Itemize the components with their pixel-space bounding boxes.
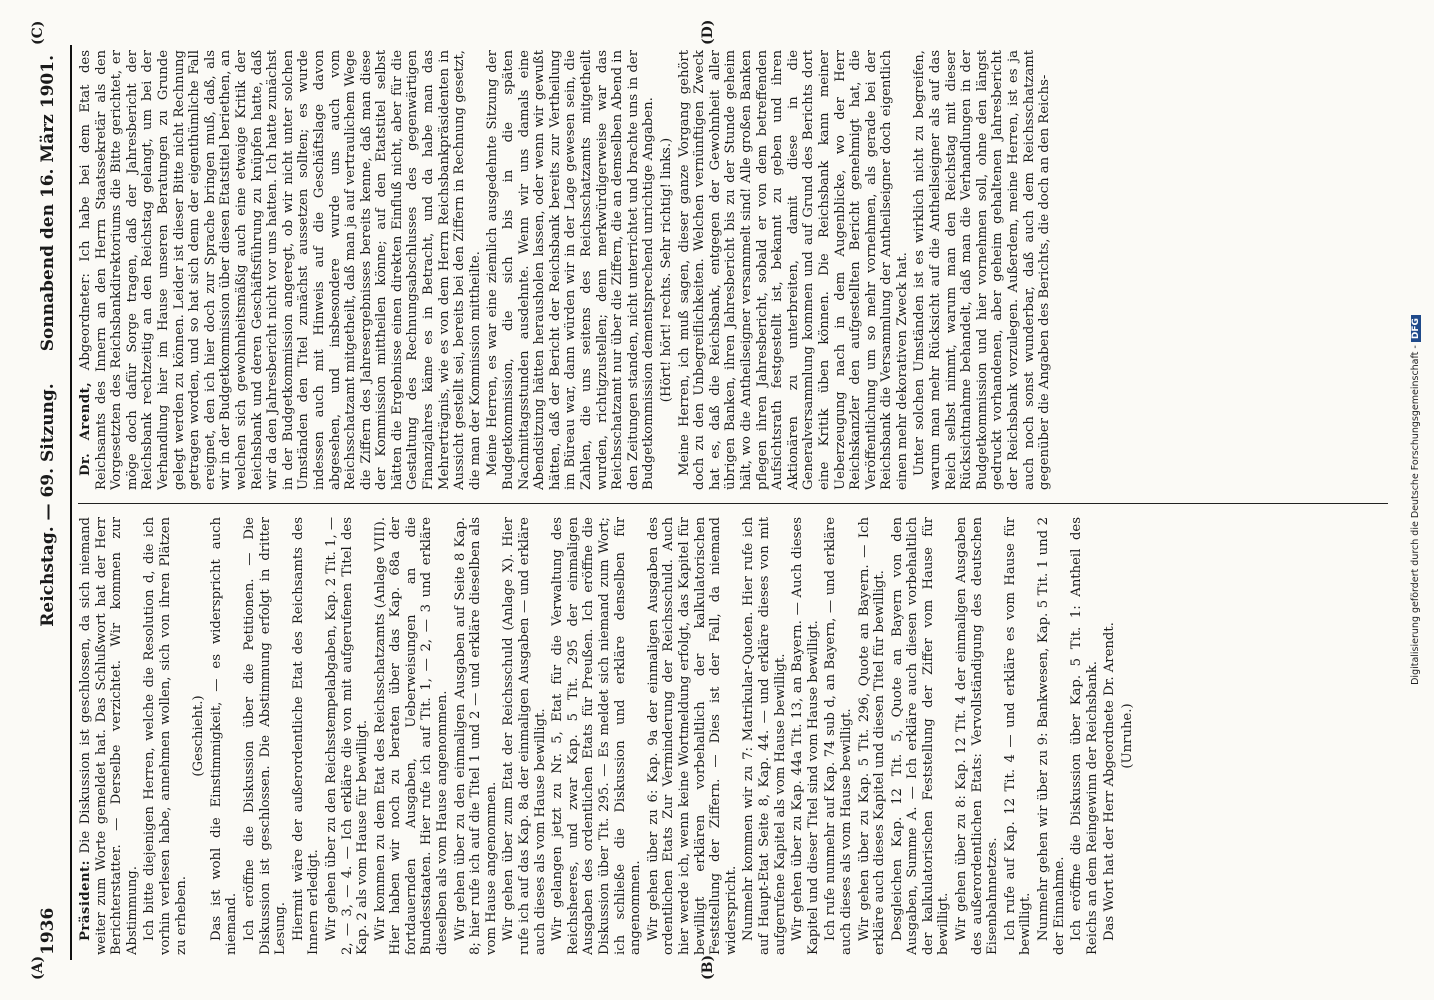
paragraph-text: Hiermit wäre der außerordentliche Etat des Reichsamts des Innern erledigt. [290,517,322,955]
paragraph [209,517,240,955]
paragraph-text: Das ist wohl die Einstimmigkeit, — es widerspricht auch niemand. [208,517,240,955]
paragraph-text: Wir gehen über zu Kap. 5 Tit. 296, Quote an Bayern. — Ich erkläre auch dieses Kapitel und diesen Titel für bewilligt. [856,517,888,955]
paragraph-text: Wir gehen über zu Kap. 44a Tit. 13, an Bayern. — Auch dieses Kapitel und dieser Titel sind vom Hause bewilligt. [790,517,821,955]
page-date: Sonnabend den 16. März 1901. [38,55,58,352]
paragraph-text: Nunmehr kommen wir zu 7: Matrikular-Quoten. Hier rufe ich auf Haupt-Etat Seite 8, Kap. 44. — und erkläre dieses von mit aufgerufene Kapitel als vom Hause bewilligt. [741,517,788,955]
paragraph [1102,517,1118,955]
paragraph [857,517,888,955]
paragraph [890,517,952,955]
paragraph [1003,517,1034,955]
page-title: Reichstag. — 69. Sitzung. [38,383,58,627]
paragraph-text: Wir gehen über zum Etat der Reichsschuld (Anlage X). Hier rufe ich auf das Kap. 8a der einmaligen Ausgaben — und erkläre auch dieses als vom Hause bewilligt. [501,517,548,955]
paragraph: (Geschieht.) [191,695,207,777]
paragraph-text: Wir gelangen jetzt zu Nr. 5, Etat für die Verwaltung des Reichsheeres, und zwar Kap. 5 Tit. 295 der einmaligen Ausgaben des ordentlichen Etats für Preußen. Ich eröffne die Diskussion über Tit. 295. — Es meldet sich niemand zum Wort; ich schließe die Diskussion und erkläre denselben für angenommen. [550,517,644,955]
paragraph-text: Ich rufe auf Kap. 12 Tit. 4 — und erkläre es vom Hause für bewilligt. [1002,517,1034,955]
paragraph [291,517,322,955]
paragraph [790,517,821,955]
paragraph [78,50,483,490]
paragraph-text: Das Wort hat der Herr Abgeordnete Dr. Arendt. [1102,622,1118,941]
margin-marker-c: (C) [30,20,46,45]
paragraph [1036,517,1067,955]
paragraph-text: Wir gehen über zu den einmaligen Ausgaben auf Seite 8 Kap. 8; hier rufe ich auf die Titel 1 und 2 — und erkläre dieselben als vom Hause angenommen. [452,517,499,955]
paragraph-text: Ich bitte diejenigen Herren, welche die Resolution d, die ich vorhin verlesen habe, annehmen wollen, sich von ihren Plätzen zu erheben. [142,517,189,955]
paragraph [485,50,657,490]
column-divider [78,503,1388,504]
paragraph-text: Abgeordneter: Ich habe bei dem Etat des Reichsamts des Innern an den Herrn Staatssekretär als den Vorgesetzten des Reichsbankdirektoriums die Bitte gerichtet, er möge doch dafür Sorge tragen, daß der Jahresbericht der Reichsbank rechtzeitig an den Reichstag gelangt, um bei der Verhandlung hier im Hause unseren Beratungen zu Grunde gelegt werden zu können. Leider ist dieser Bitte nicht Rechnung getragen worden, und so hat sich denn der eigenthümliche Fall ereignet, den ich hier doch zur Sprache bringen muß, daß, als wir in der Budgetkommission über diesen Etatstitel beriethen, an welchen sich gewohnheitsmäßig auch eine etwaige Kritik der Reichsbank und deren Geschäftsführung zu knüpfen hatte, daß wir da den Jahresbericht nicht vor uns hatten. Ich hatte zunächst in der Budgetkommission angeregt, ob wir nicht unter solchen Umständen den Titel zunächst aussetzen sollten; es wurde indessen auch mit Hinweis auf die Geschäftslage davon abgesehen, und insbesondere wurde uns auch vom Reichsschatzamt mitgetheilt, daß man ja auf vertraulichem Wege die Ziffern des Jahresergebnisses bereits kenne, daß man diese der Kommission mittheilen könne; auf den Etatstitel selbst hätten die Ergebnisse einen direkten Einfluß nicht, aber für die Gestaltung des Rechnungsabschlusses des gegenwärtigen Finanzjahres käme es in Betracht, und da habe man das Mehrerträgnis, wie es von dem Herrn Reichsbankpräsidenten in Aussicht gestellt sei, bereits bei den Ziffern in Rechnung gesetzt, die man der Kommission mittheilte. [78,50,483,490]
paragraph [324,517,371,955]
paragraph [677,50,911,490]
margin-marker-a: (A) [30,955,46,980]
paragraph [954,517,1001,955]
paragraph-text: Nunmehr gehen wir über zu 9: Bankwesen, Kap. 5 Tit. 1 und 2 der Einnahme. [1036,517,1067,955]
paragraph-text: Ich eröffne die Diskussion über Kap. 5 Tit. 1: Antheil des Reichs an dem Reingewinn der Reichsbank. [1069,517,1100,955]
margin-marker-d: (D) [700,19,716,45]
page-header [38,55,68,955]
paragraph [242,517,289,955]
paragraph: (Hört! hört! rechts. Sehr richtig! links.) [658,137,674,403]
paragraph-text: Wir gehen über zu den Reichsstempelabgaben, Kap. 2 Tit. 1, — 2, — 3, — 4. — Ich erkläre die von mit aufgerufenen Titel des Kap. 2 als vom Hause für bewilligt. [323,517,371,955]
paragraph-text: Wir kommen zu dem Etat des Reichsschatzamts (Anlage VIII). Hier haben wir noch zu beraten über das Kap. 68a der fortdauernden Ausgaben, Ueberweisungen an die Bundesstaaten. Hier rufe ich auf Tit. 1, — 2, — 3 und erkläre dieselben als vom Hause angenommen. [372,517,451,955]
paragraph [646,517,740,955]
paragraph [550,517,644,955]
paragraph-text: Unter solchen Umständen ist es wirklich nicht zu begreifen, warum man mehr Rücksicht auf die Antheilseigner als auf das Reich selbst nimmt, warum man den Reichstag mit dieser Rücksichtnahme behandelt, daß man die Verhandlungen in der Budgetkommission und hier vornehmen soll, ohne den längst gedruckt vorhandenen, aber geheim gehaltenen Jahresbericht der Reichsbank vorzulegen. Außerdem, meine Herren, ist es ja auch noch sonst wunderbar, daß auch dem Reichsschatzamt gegenüber die Angaben des Berichts, die doch an den Reichs- [912,50,1053,490]
footer-text: Digitalisierung gefördert durch die Deutsche Forschungsgemeinschaft - [1410,345,1421,685]
paragraph-text: Meine Herren, es war eine ziemlich ausgedehnte Sitzung der Budgetkommission, die sich bis in die späten Nachmittagsstunden ausdehnte. Wenn wir uns damals eine Abendsitzung hätten herausholen lassen, oder wenn wir gewußt hätten, daß der Bericht der Reichsbank bereits zur Vertheilung im Büreau war, dann würden wir in der Lage gewesen sein, die Zahlen, die uns seitens des Reichsschatzamts mitgetheilt wurden, richtigzustellen; denn merkwürdigerweise war das Reichsschatzamt nur über die Ziffern, die an demselben Abend in den Zeitungen standen, nicht unterrichtet und brachte uns in der Budgetkommission dementsprechend unrichtige Angaben. [485,50,657,490]
paragraph-text: Ich eröffne die Diskussion über die Petitionen. — Die Diskussion ist geschlossen. Die Abstimmung erfolgt in dritter Lesung. [241,517,289,955]
page-number: 1936 [38,907,58,955]
paragraph [501,517,548,955]
paragraph [741,517,788,955]
paragraph [78,517,140,955]
text-column-left [78,517,1388,955]
margin-marker-b: (B) [700,954,716,980]
paragraph-text: Desgleichen Kap. 12 Tit. 5, Quote an Bayern von den Ausgaben, Summe A. — Ich erkläre auch diesen vorbehaltlich der kalkulatorischen Feststellung der Ziffer vom Hause für bewilligt. [889,517,952,955]
paragraph [142,517,189,955]
digitization-footer [1410,0,1421,1000]
paragraph-text: Ich rufe nunmehr auf Kap. 74 sub d, an Bayern, — und erkläre auch dieses als vom Hause bewilligt. [823,517,854,955]
paragraph-text: Die Diskussion ist geschlossen, da sich niemand weiter zum Worte gemeldet hat. Das Schlußwort hat der Herr Berichterstatter. — Derselbe verzichtet. Wir kommen zur Abstimmung. [78,517,140,955]
paragraph [373,517,451,955]
speaker-name: Präsident: [78,859,93,941]
paragraph [823,517,854,955]
dfg-logo: DFG [1411,315,1421,342]
paragraph-text: Wir gehen über zu 6: Kap. 9a der einmaligen Ausgaben des ordentlichen Etats Zur Verminderung der Reichsschuld. Auch hier werde ich, wenn keine Wortmeldung erfolgt, das Kapitel für bewilligt erklären vorbehaltlich der kalkulatorischen Feststellung der Ziffern. — Dies ist der Fall, da niemand widerspricht. [645,517,739,955]
paragraph [1069,517,1100,955]
speaker-name: Dr. Arendt, [78,381,93,476]
header-rule [70,45,72,960]
text-column-right [78,50,1388,490]
paragraph-text: Meine Herren, ich muß sagen, dieser ganze Vorgang gehört doch zu den Unbegreiflichkeiten. Welchen vernünftigen Zweck hat es, daß die Reichsbank, entgegen der Gewohnheit aller übrigen Banken, ihren Jahresbericht bis zu der Stunde geheim hält, wo die Antheilseigner versammelt sind! Alle großen Banken pflegen ihren Jahresbericht, sobald er von dem betreffenden Aufsichtsrath festgestellt ist, bekannt zu geben und ihren Aktionären zu unterbreiten, damit diese in die Generalversammlung kommen und auf Grund des Berichts dort eine Kritik üben können. Die Reichsbank kann meiner Ueberzeugung nach in dem Augenblicke, wo der Herr Reichskanzler den aufgestellten Bericht genehmigt hat, die Veröffentlichung um so mehr vornehmen, als gerade bei der Reichsbank die Versammlung der Antheilseigner doch eigentlich einen mehr dekorativen Zweck hat. [676,50,910,490]
paragraph [912,50,1052,490]
paragraph-text: Wir gehen über zu 8: Kap. 12 Tit. 4 der einmaligen Ausgaben des außerordentlichen Etats: Vervollständigung des deutschen Eisenbahnnetzes. [954,517,1001,955]
paragraph [453,517,500,955]
paragraph: (Unruhe.) [1120,703,1135,769]
